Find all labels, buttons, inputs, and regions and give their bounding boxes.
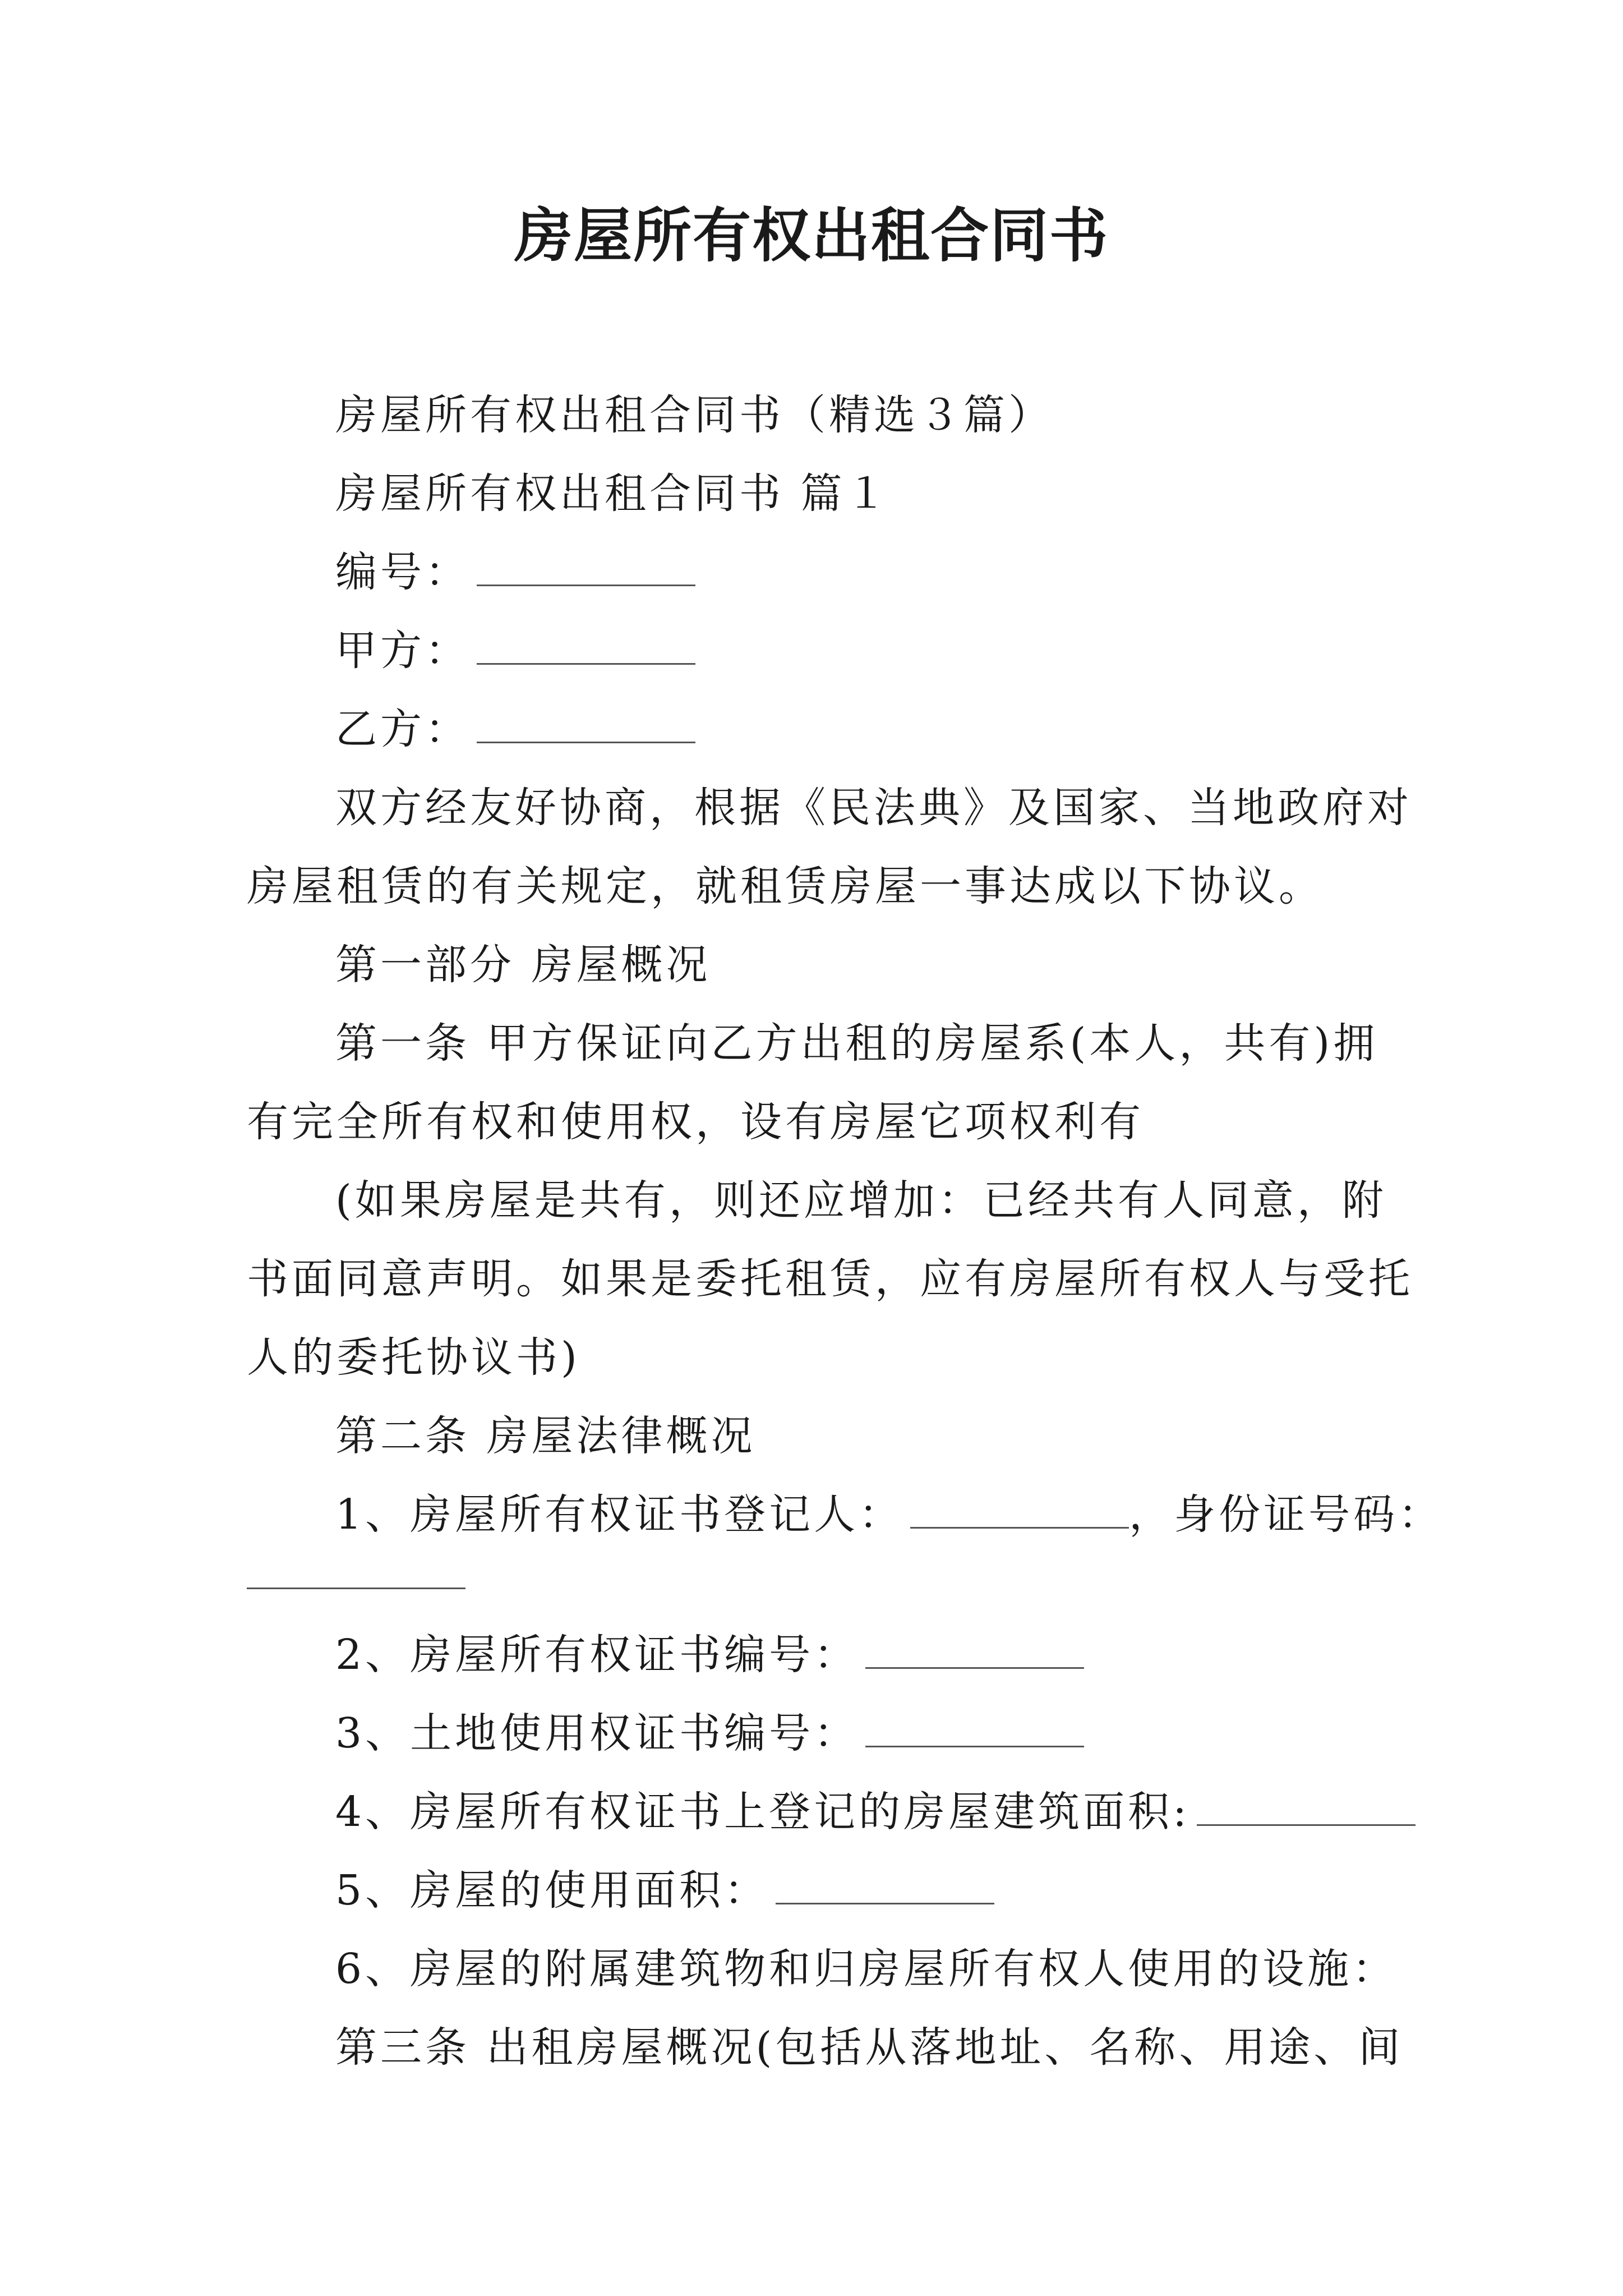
paragraph-text: (如果房屋是共有，则还应增加：已经共有人同意，附 xyxy=(335,1176,1387,1225)
section-heading-text: 房屋所有权出租合同书 篇１ xyxy=(335,470,891,518)
paragraph-line xyxy=(247,1251,1413,1307)
field-number xyxy=(335,544,695,600)
paragraph-line xyxy=(247,858,1324,914)
field-party-a xyxy=(335,623,695,679)
field-registrant xyxy=(335,1487,1443,1543)
subtitle-line xyxy=(335,387,1053,443)
paragraph-text: 有完全所有权和使用权，设有房屋它项权利有 xyxy=(247,1098,1144,1146)
field-usable-area-label: 5、房屋的使用面积： xyxy=(335,1866,769,1915)
field-usable-area xyxy=(335,1862,994,1918)
field-id-blank xyxy=(247,1588,465,1589)
part-heading xyxy=(335,937,711,993)
field-party-b xyxy=(335,701,695,757)
field-building-area-label: 4、房屋所有权证书上登记的房屋建筑面积: xyxy=(335,1788,1191,1836)
field-number-label: 编号： xyxy=(335,548,470,596)
subtitle-text: 房屋所有权出租合同书（精选３篇） xyxy=(335,391,1053,439)
field-land-certificate xyxy=(335,1705,1084,1761)
field-certificate-number-blank xyxy=(865,1665,1084,1669)
field-building-area-blank xyxy=(1197,1822,1415,1826)
field-id-label: ，身份证号码： xyxy=(1129,1490,1444,1539)
field-party-a-blank xyxy=(477,661,695,665)
article-heading-text: 第二条 房屋法律概况 xyxy=(335,1412,756,1460)
field-party-b-blank xyxy=(477,739,695,743)
field-party-a-label: 甲方： xyxy=(335,627,470,675)
field-facilities-label: 6、房屋的附属建筑物和归房屋所有权人使用的设施： xyxy=(335,1945,1398,1993)
paragraph-line xyxy=(247,1329,580,1386)
field-number-blank xyxy=(477,582,695,586)
field-facilities xyxy=(335,1941,1397,1997)
field-certificate-number xyxy=(335,1627,1084,1683)
article-heading-text: 第三条 出租房屋概况(包括从落地址、名称、用途、间 xyxy=(335,2023,1404,2072)
field-party-b-label: 乙方： xyxy=(335,705,470,753)
document-title: 房屋所有权出租合同书 xyxy=(514,201,1109,270)
article-heading xyxy=(335,2019,1403,2076)
part-heading-text: 第一部分 房屋概况 xyxy=(335,941,711,989)
paragraph-text: 房屋租赁的有关规定，就租赁房屋一事达成以下协议。 xyxy=(247,862,1324,910)
field-registrant-label: 1、房屋所有权证书登记人： xyxy=(335,1490,904,1539)
article-heading xyxy=(335,1408,756,1464)
field-certificate-number-label: 2、房屋所有权证书编号： xyxy=(335,1631,859,1679)
paragraph-line xyxy=(335,780,1412,836)
section-heading-1 xyxy=(335,466,891,522)
field-land-certificate-blank xyxy=(865,1743,1084,1747)
field-land-certificate-label: 3、土地使用权证书编号： xyxy=(335,1709,859,1757)
paragraph-text: 人的委托协议书) xyxy=(247,1333,580,1382)
paragraph-line xyxy=(247,1094,1144,1150)
field-usable-area-blank xyxy=(776,1901,994,1904)
paragraph-text: 第一条 甲方保证向乙方出租的房屋系(本人，共有)拥 xyxy=(335,1019,1378,1068)
paragraph-text: 书面同意声明。如果是委托租赁，应有房屋所有权人与受托 xyxy=(247,1255,1413,1303)
paragraph-line xyxy=(335,1015,1378,1071)
paragraph-text: 双方经友好协商，根据《民法典》及国家、当地政府对 xyxy=(335,784,1412,832)
paragraph-line xyxy=(335,1172,1387,1228)
field-registrant-blank xyxy=(910,1525,1129,1529)
field-building-area xyxy=(335,1784,1415,1840)
